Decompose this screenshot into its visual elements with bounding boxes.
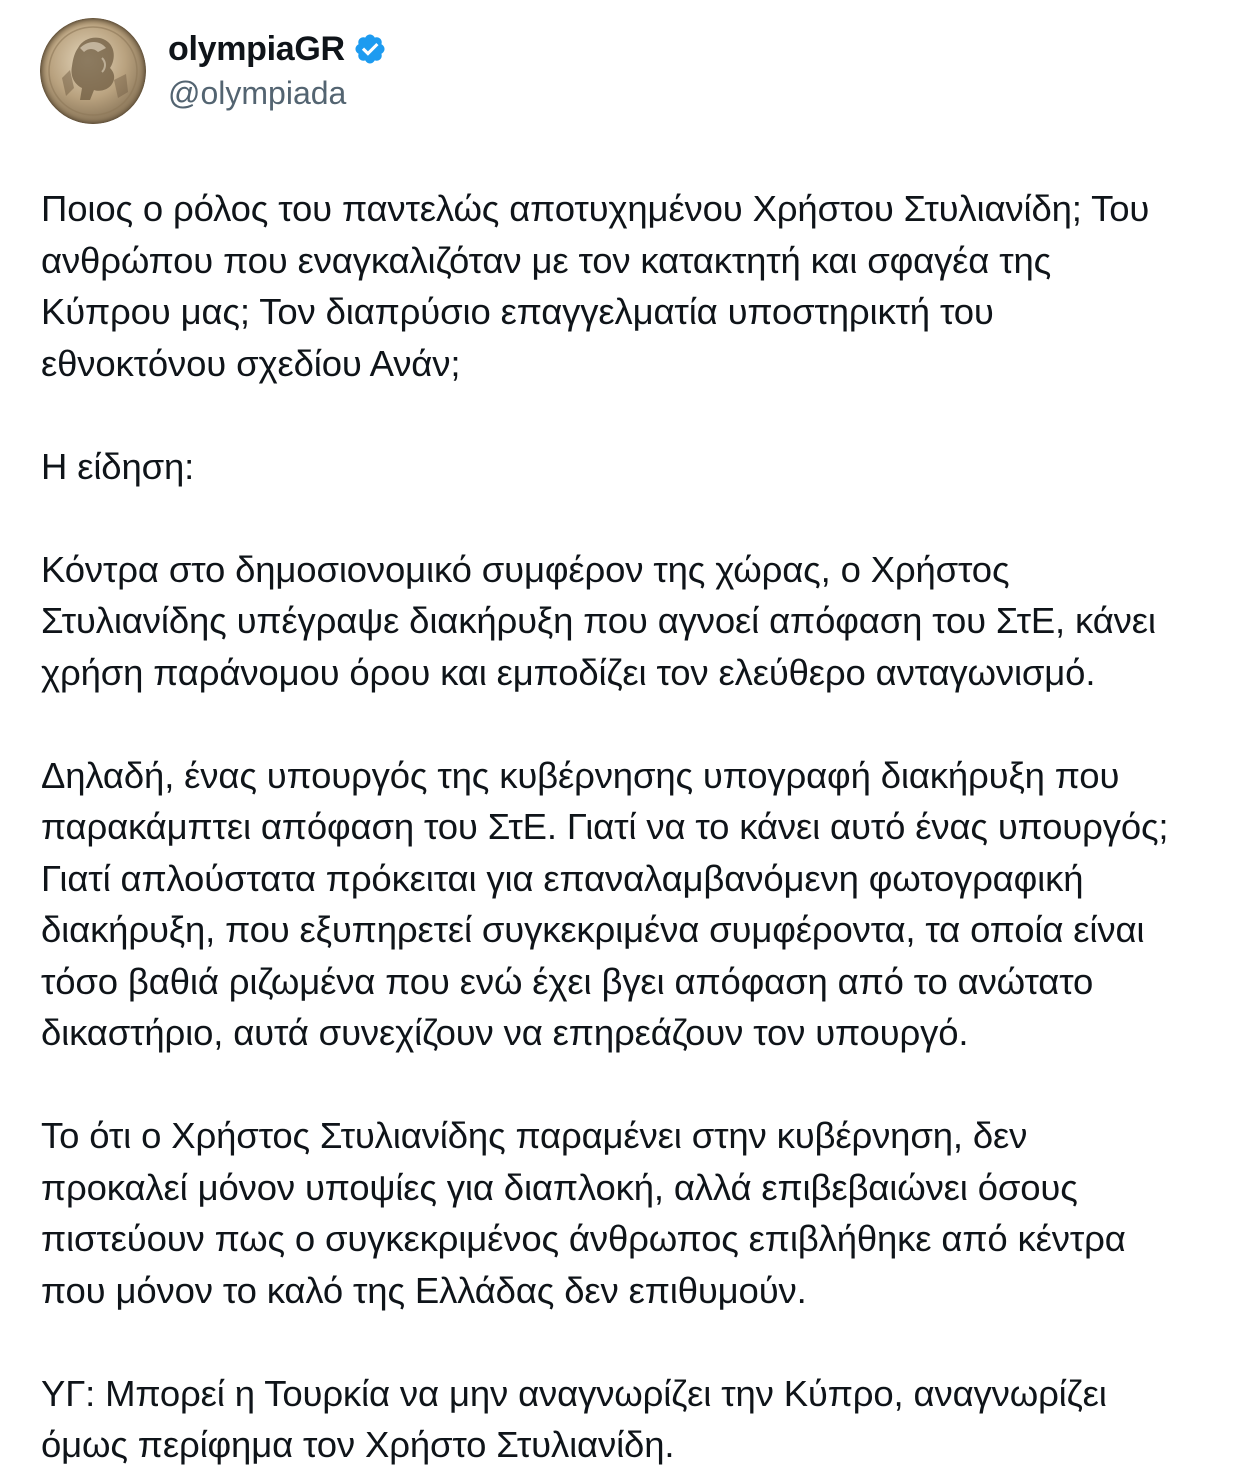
olympia-coin-avatar[interactable] <box>40 18 146 124</box>
tweet-paragraph: Η είδηση: <box>41 445 195 487</box>
tweet-header <box>40 18 387 124</box>
tweet-text <box>41 183 1241 1471</box>
tweet-paragraph: Ποιος ο ρόλος του παντελώς αποτυχημένου Χρήστου Στυλιανίδη; Του ανθρώπου που εναγκαλιζόταν με τον κατακτητή και σφαγέα της Κύπρου μας; Τον διαπρύσιο επαγγελματία υποστηρικτή του εθνοκτόνου σχεδίου Ανάν; <box>41 188 1150 384</box>
display-name-row <box>168 27 387 71</box>
tweet-paragraph: Κόντρα στο δημοσιονομικό συμφέρον της χώρας, ο Χρήστος Στυλιανίδης υπέγραψε διακήρυξη που αγνοεί απόφαση του ΣτΕ, κάνει χρήση παράνομου όρου και εμποδίζει τον ελεύθερο ανταγωνισμό. <box>41 548 1156 693</box>
verified-badge-icon <box>353 32 387 66</box>
author-display-name[interactable]: olympiaGR <box>168 29 345 68</box>
tweet-paragraph: Δηλαδή, ένας υπουργός της κυβέρνησης υπογραφή διακήρυξη που παρακάμπτει απόφαση του ΣτΕ. Γιατί να το κάνει αυτό ένας υπουργός; Γιατί απλούστατα πρόκειται για επαναλαμβανόμενη φωτογραφική διακήρυξη, που εξυπηρετεί συγκεκριμένα συμφέροντα, τα οποία είναι τόσο βαθιά ριζωμένα που ενώ έχει βγει απόφαση από το ανώτατο δικαστήριο, αυτά συνεχίζουν να επηρεάζουν τον υπουργό. <box>41 754 1169 1053</box>
avatar-coin-icon <box>40 18 146 124</box>
author-handle[interactable]: @olympiada <box>168 75 347 111</box>
tweet-paragraph: Το ότι ο Χρήστος Στυλιανίδης παραμένει στην κυβέρνηση, δεν προκαλεί μόνον υποψίες για διαπλοκή, αλλά επιβεβαιώνει όσους πιστεύουν πως ο συγκεκριμένος άνθρωπος επιβλήθηκε από κέντρα που μόνον το καλό της Ελλάδας δεν επιθυμούν. <box>41 1115 1126 1311</box>
tweet-paragraph: ΥΓ: Μπορεί η Τουρκία να μην αναγνωρίζει την Κύπρο, αναγνωρίζει όμως περίφημα τον Χρήστο Στυλιανίδη. <box>41 1372 1107 1465</box>
author-names <box>168 27 387 115</box>
